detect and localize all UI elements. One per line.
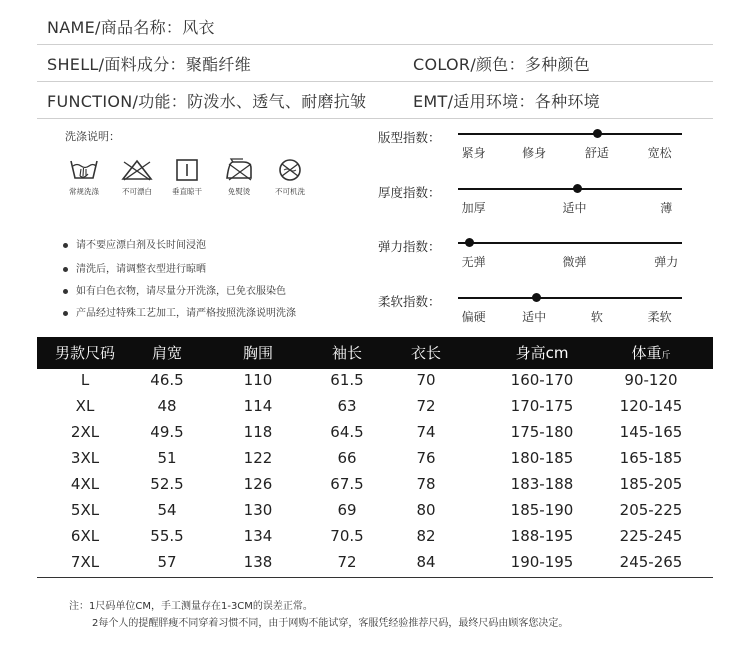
table-row [37, 421, 713, 444]
table-cell: 205-225 [619, 501, 683, 519]
table-cell: 72 [416, 397, 436, 415]
care-note: 清洗后，请调整衣型进行晾晒 [63, 260, 206, 275]
table-cell: 110 [243, 371, 273, 389]
table-cell: 63 [337, 397, 357, 415]
table-cell: 48 [157, 397, 177, 415]
table-cell: 57 [157, 553, 177, 571]
care-title: 洗涤说明： [65, 130, 120, 143]
table-row [37, 395, 713, 418]
table-cell: 134 [243, 527, 273, 545]
table-cell: 67.5 [330, 475, 364, 493]
table-cell: 114 [243, 397, 273, 415]
table-cell: 84 [416, 553, 436, 571]
scale-tick-label: 宽松 [647, 146, 672, 160]
table-cell: 7XL [70, 553, 100, 571]
table-cell: 138 [243, 553, 273, 571]
table-cell: 6XL [70, 527, 100, 545]
table-row [37, 551, 713, 574]
scale-tick-label: 微弹 [562, 255, 587, 269]
no-iron-icon: 免熨烫 [219, 158, 259, 197]
bullet-icon [63, 289, 68, 294]
table-cell: 183-188 [510, 475, 574, 493]
scale-track [458, 133, 682, 135]
header-size: 男款尺码 [54, 344, 116, 362]
product-shell: SHELL/面料成分：聚酯纤维 [47, 55, 252, 74]
table-row [37, 525, 713, 548]
table-cell: 80 [416, 501, 436, 519]
table-cell: 70.5 [330, 527, 364, 545]
table-row [37, 499, 713, 522]
table-cell: 78 [416, 475, 436, 493]
header-weight: 体重斤 [631, 344, 671, 362]
table-cell: 51 [157, 449, 177, 467]
header-sleeve: 袖长 [331, 344, 363, 362]
bullet-icon [63, 243, 68, 248]
table-cell: 3XL [70, 449, 100, 467]
table-cell: 49.5 [150, 423, 184, 441]
divider [37, 118, 713, 119]
no-bleach-icon: 不可漂白 [117, 158, 157, 197]
table-cell: 90-120 [624, 371, 678, 389]
header-shoulder: 肩宽 [151, 344, 183, 362]
scale-marker [465, 238, 474, 247]
table-cell: 126 [243, 475, 273, 493]
table-cell: 122 [243, 449, 273, 467]
table-cell: 72 [337, 553, 357, 571]
table-cell: 4XL [70, 475, 100, 493]
product-emt: EMT/适用环境：各种环境 [413, 92, 600, 111]
product-color: COLOR/颜色：多种颜色 [413, 55, 591, 74]
no-machine-wash-icon: 不可机洗 [270, 158, 310, 197]
table-cell: 52.5 [150, 475, 184, 493]
table-cell: 145-165 [619, 423, 683, 441]
table-cell: 2XL [70, 423, 100, 441]
table-cell: 188-195 [510, 527, 574, 545]
table-bottom-line [37, 577, 713, 578]
scale-tick-label: 修身 [522, 146, 547, 160]
scale-tick-label: 偏硬 [461, 310, 486, 324]
scale-tick-label: 紧身 [461, 146, 486, 160]
table-cell: 160-170 [510, 371, 574, 389]
table-cell: 64.5 [330, 423, 364, 441]
table-cell: 180-185 [510, 449, 574, 467]
table-cell: 190-195 [510, 553, 574, 571]
scale-tick-label: 弹力 [654, 255, 679, 269]
table-cell: 185-190 [510, 501, 574, 519]
table-cell: 82 [416, 527, 436, 545]
table-cell: L [80, 371, 90, 389]
scale-label: 厚度指数： [378, 185, 441, 200]
table-cell: 69 [337, 501, 357, 519]
table-cell: 170-175 [510, 397, 574, 415]
product-name: NAME/商品名称：风衣 [47, 18, 215, 37]
scale-label: 版型指数： [378, 130, 441, 145]
scale-marker [532, 293, 541, 302]
table-cell: 165-185 [619, 449, 683, 467]
table-cell: 175-180 [510, 423, 574, 441]
table-cell: 76 [416, 449, 436, 467]
scale-marker [573, 184, 582, 193]
header-chest: 胸围 [242, 344, 274, 362]
table-cell: 185-205 [619, 475, 683, 493]
scale-track [458, 297, 682, 299]
table-cell: 54 [157, 501, 177, 519]
scale-tick-label: 舒适 [584, 146, 609, 160]
table-cell: 245-265 [619, 553, 683, 571]
table-cell: 74 [416, 423, 436, 441]
care-note: 产品经过特殊工艺加工，请严格按照洗涤说明洗涤 [63, 304, 296, 319]
table-cell: 61.5 [330, 371, 364, 389]
table-cell: 70 [416, 371, 436, 389]
table-cell: 120-145 [619, 397, 683, 415]
footnote-2: 2每个人的提醒胖瘦不同穿着习惯不同，由于网购不能试穿，客服凭经验推荐尺码，最终尺码由顾客您决定。 [92, 618, 569, 629]
scale-track [458, 242, 682, 244]
table-cell: 55.5 [150, 527, 184, 545]
table-cell: 225-245 [619, 527, 683, 545]
care-note: 请不要应漂白剂及长时间浸泡 [63, 236, 206, 251]
table-row [37, 447, 713, 470]
table-cell: 46.5 [150, 371, 184, 389]
header-height: 身高cm [515, 344, 569, 362]
scale-tick-label: 薄 [660, 201, 673, 215]
header-length: 衣长 [410, 344, 442, 362]
scale-tick-label: 软 [590, 310, 603, 324]
scale-track [458, 188, 682, 190]
bullet-icon [63, 311, 68, 316]
weight-unit: 斤 [661, 351, 671, 361]
table-cell: XL [75, 397, 95, 415]
scale-label: 弹力指数： [378, 239, 441, 254]
table-row [37, 473, 713, 496]
footnote-1: 注：1尺码单位CM，手工测量存在1-3CM的误差正常。 [69, 601, 313, 612]
scale-tick-label: 无弹 [461, 255, 486, 269]
table-cell: 66 [337, 449, 357, 467]
scale-tick-label: 适中 [562, 201, 587, 215]
table-row [37, 369, 713, 392]
size-table-header [37, 337, 713, 369]
hang-dry-icon: 垂直晾干 [167, 158, 207, 197]
scale-tick-label: 加厚 [461, 201, 486, 215]
divider [37, 81, 713, 82]
scale-label: 柔软指数： [378, 294, 441, 309]
hand-wash-icon: 常规洗涤 [64, 158, 104, 197]
table-cell: 5XL [70, 501, 100, 519]
table-cell: 130 [243, 501, 273, 519]
bullet-icon [63, 267, 68, 272]
product-function: FUNCTION/功能：防泼水、透气、耐磨抗皱 [47, 92, 367, 111]
scale-tick-label: 适中 [522, 310, 547, 324]
table-cell: 118 [243, 423, 273, 441]
care-note: 如有白色衣物，请尽量分开洗涤，已免衣服染色 [63, 282, 286, 297]
scale-tick-label: 柔软 [647, 310, 672, 324]
scale-marker [593, 129, 602, 138]
divider [37, 44, 713, 45]
